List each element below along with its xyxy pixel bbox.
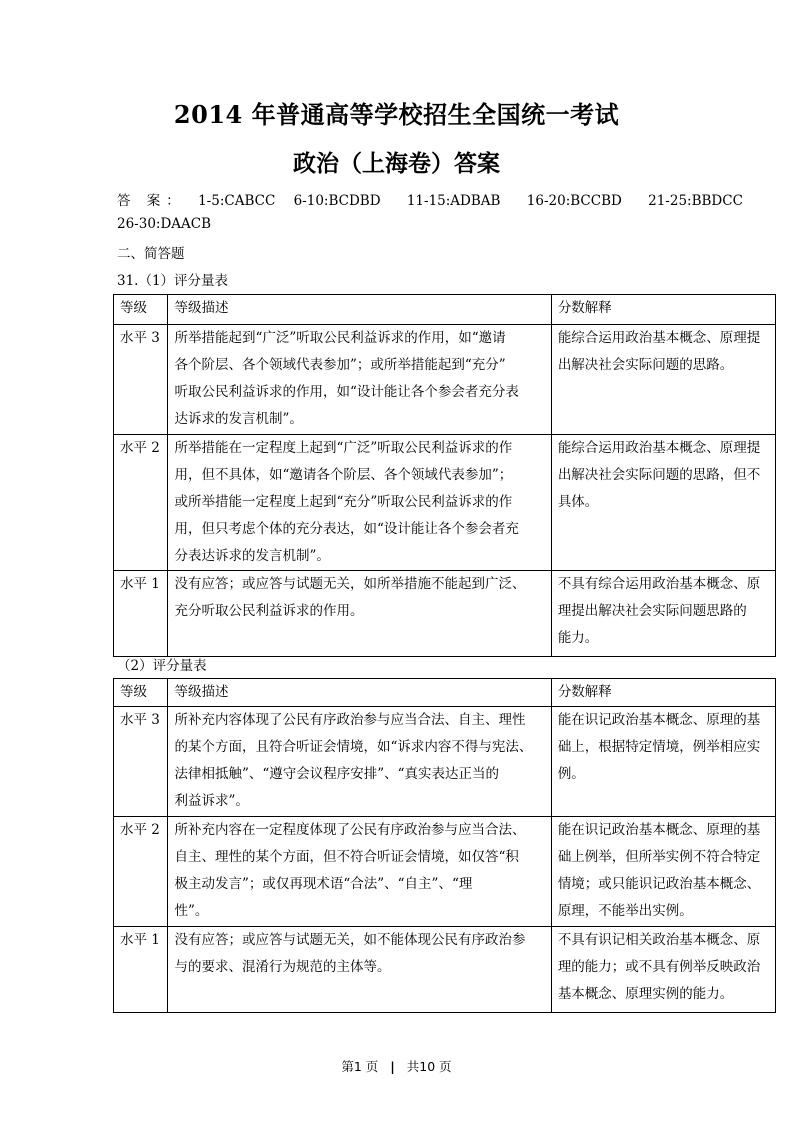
description-cell [168, 325, 551, 435]
text-line: 充分听取公民利益诉求的作用。 [174, 603, 364, 619]
scoring-table-1 [113, 294, 776, 657]
description-cell [168, 927, 551, 1013]
answer-key-line-2: 26-30:DAACB [117, 216, 212, 232]
text-line: 原理，不能举出实例。 [557, 903, 693, 919]
text-line: 所补充内容体现了公民有序政治参与应当合法、自主、理性 [174, 712, 526, 728]
table-row [114, 435, 776, 571]
table-row [114, 571, 776, 657]
table-row [114, 817, 776, 927]
text-line: 础上，根据特定情境，例举相应实 [557, 739, 761, 755]
column-header: 分数解释 [551, 295, 775, 325]
level-cell: 水平 3 [114, 325, 168, 435]
text-line: 与的要求、混淆行为规范的主体等。 [174, 959, 391, 975]
scoring-table-2 [113, 678, 776, 1013]
text-line: 础上例举，但所举实例不符合特定 [557, 849, 761, 865]
answer-key-label: 答 案： [117, 193, 186, 209]
text-line: 具体。 [557, 494, 599, 510]
text-line: 能在识记政治基本概念、原理的基 [557, 712, 761, 728]
column-header: 等级 [114, 295, 168, 325]
answer-key-line-1 [117, 189, 757, 209]
table-header-row [114, 295, 776, 325]
explanation-cell [551, 571, 775, 657]
text-line: 用，但不具体，如“邀请各个阶层、各个领域代表参加”； [174, 467, 513, 483]
explanation-cell [551, 435, 775, 571]
column-header: 等级 [114, 679, 168, 707]
text-line: 不具有综合运用政治基本概念、原 [557, 576, 761, 592]
text-line: 理的能力；或不具有例举反映政治 [557, 959, 761, 975]
column-header: 等级描述 [168, 295, 551, 325]
description-cell [168, 571, 551, 657]
text-line: 能综合运用政治基本概念、原理提 [557, 330, 761, 346]
column-header: 等级描述 [168, 679, 551, 707]
level-cell: 水平 3 [114, 707, 168, 817]
answer-group: 6-10:BCDBD [293, 193, 381, 209]
table-row [114, 707, 776, 817]
column-header: 分数解释 [551, 679, 775, 707]
text-line: 法律相抵触”、“遵守会议程序安排”、“真实表达正当的 [174, 766, 500, 782]
answer-group: 11-15:ADBAB [406, 193, 501, 209]
text-line: 理提出解决社会实际问题思路的 [557, 603, 747, 619]
text-line: 自主、理性的某个方面，但不符合听证会情境，如仅答“积 [174, 849, 519, 865]
level-cell: 水平 2 [114, 817, 168, 927]
text-line: 利益诉求”。 [174, 793, 249, 809]
text-line: 能综合运用政治基本概念、原理提 [557, 440, 761, 456]
text-line: 性”。 [174, 903, 209, 919]
text-line: 没有应答；或应答与试题无关，如所举措施不能起到广泛、 [174, 576, 526, 592]
level-cell: 水平 1 [114, 571, 168, 657]
description-cell [168, 707, 551, 817]
question-31-1-heading: 31.（1）评分量表 [117, 273, 229, 289]
page-number: 第1 页 [341, 1059, 379, 1074]
answer-group: 21-25:BBDCC [648, 193, 743, 209]
footer-separator: | [390, 1059, 395, 1074]
description-cell [168, 435, 551, 571]
text-line: 所举措能在一定程度上起到“广泛”听取公民利益诉求的作 [174, 440, 513, 456]
text-line: 没有应答；或应答与试题无关，如不能体现公民有序政治参 [174, 932, 526, 948]
text-line: 能力。 [557, 630, 599, 646]
text-line: 用，但只考虑个体的充分表达，如“设计能让各个参会者充 [174, 521, 519, 537]
text-line: 听取公民利益诉求的作用，如“设计能让各个参会者充分表 [174, 384, 519, 400]
text-line: 分表达诉求的发言机制”。 [174, 548, 330, 564]
page-footer [0, 1057, 793, 1075]
text-line: 的某个方面，且符合听证会情境，如“诉求内容不得与宪法、 [174, 739, 533, 755]
section-heading: 二、简答题 [117, 246, 185, 262]
text-line: 达诉求的发言机制”。 [174, 411, 303, 427]
page-title: 2014 年普通高等学校招生全国统一考试 [173, 100, 620, 129]
answer-group: 1-5:CABCC [198, 193, 276, 209]
page-total: 共10 页 [406, 1059, 452, 1074]
text-line: 能在识记政治基本概念、原理的基 [557, 822, 761, 838]
text-line: 出解决社会实际问题的思路。 [557, 357, 734, 373]
text-line: 所举措能起到“广泛”听取公民利益诉求的作用，如“邀请 [174, 330, 506, 346]
text-line: 情境；或只能识记政治基本概念、 [557, 876, 761, 892]
table-row [114, 325, 776, 435]
explanation-cell [551, 707, 775, 817]
text-line: 所补充内容在一定程度体现了公民有序政治参与应当合法、 [174, 822, 526, 838]
text-line: 基本概念、原理实例的能力。 [557, 986, 734, 1002]
explanation-cell [551, 927, 775, 1013]
text-line: 极主动发言”；或仅再现术语“合法”、“自主”、“理 [174, 876, 473, 892]
answer-group: 16-20:BCCBD [526, 193, 622, 209]
explanation-cell [551, 325, 775, 435]
explanation-cell [551, 817, 775, 927]
table-row [114, 927, 776, 1013]
page-subtitle: 政治（上海卷）答案 [293, 150, 500, 177]
text-line: 出解决社会实际问题的思路，但不 [557, 467, 761, 483]
question-31-2-heading: （2）评分量表 [117, 658, 207, 674]
text-line: 或所举措能一定程度上起到“充分”听取公民利益诉求的作 [174, 494, 513, 510]
level-cell: 水平 1 [114, 927, 168, 1013]
text-line: 各个阶层、各个领域代表参加”；或所举措能起到“充分” [174, 357, 506, 373]
text-line: 例。 [557, 766, 585, 782]
text-line: 不具有识记相关政治基本概念、原 [557, 932, 761, 948]
description-cell [168, 817, 551, 927]
level-cell: 水平 2 [114, 435, 168, 571]
table-header-row [114, 679, 776, 707]
